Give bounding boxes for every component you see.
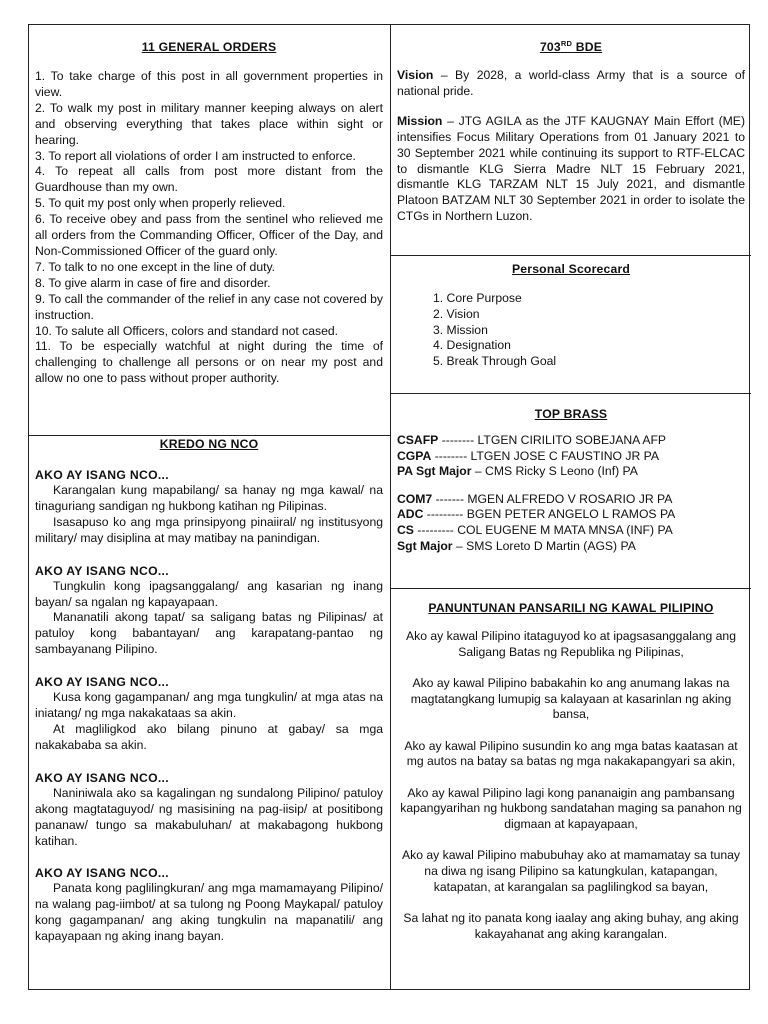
document-page [28,24,750,990]
general-order-item: 1. To take charge of this post in all government properties in view. [35,69,383,99]
top-brass-entry: – CMS Ricky S Leono (Inf) PA [471,464,638,479]
general-order-item: 6. To receive obey and pass from the sentinel who relieved me all orders from the Commanding Officer, Officer of the Day, and Non-Commissioned Officer of the guard only. [35,212,383,258]
panuntunan-paragraph: Ako ay kawal Pilipino susundin ko ang mga batas kaatasan at mg autos na batay sa batas ng mga nakakapangyari sa akin, [404,738,738,769]
general-order-item: 8. To give alarm in case of fire and disorder. [35,275,271,290]
general-order-item: 5. To quit my post only when properly relieved. [35,196,286,211]
top-brass-row [397,523,745,539]
top-brass-row [397,449,745,465]
top-brass-row [397,492,745,508]
panuntunan-paragraph: Ako ay kawal Pilipino lagi kong pananaigin ang pambansang kapangyarihan ng hukbong sandatahan maging sa panahon ng digmaan at kapayapaan, [400,785,742,832]
kredo-paragraph: Karangalan kung mapabilang/ sa hanay ng mga kawal/ na tinaguriang sandigan ng hukbong katihan ng Pilipinas. [35,483,383,513]
general-orders-title: 11 GENERAL ORDERS [141,40,277,54]
top-brass-row [397,464,745,480]
panuntunan-title: PANUNTUNAN PANSARILI NG KAWAL PILIPINO [428,601,714,615]
kredo-heading: AKO AY ISANG NCO... [35,866,169,881]
spacer [35,849,383,865]
scorecard-item: 1. Core Purpose [433,291,522,305]
vision-statement [397,68,745,99]
top-brass-group-1 [397,433,745,480]
brigade-title-number: 703 [539,40,561,55]
kredo-paragraph: At magliligkod ako bilang pinuno at gabay/ sa mga nakakababa sa akin. [35,721,383,752]
mission-text: – JTG AGILA as the JTF KAUGNAY Main Effort (ME) intensifies Focus Military Operations from 01 January 2021 to 30 September 2021 while continuing its support to RTF-ELCAC to dismantle KLG Sierra Madre NLT 15 February 2021, dismantle KLG TARZAM NLT 15 July 2021, and dismantle Platoon BATZAM NLT 30 September 2021 in order to isolate the CTGs in Northern Luzon. [397,114,745,223]
panuntunan-section [391,589,751,991]
top-brass-label: CSAFP [397,433,439,447]
top-brass-entry: -------- LTGEN JOSE C FAUSTINO JR PA [431,448,660,463]
general-order-item: 2. To walk my post in military manner keeping always on alert and observing everything that takes place within sight or hearing. [35,100,383,147]
panuntunan-body [397,629,745,943]
kredo-paragraph: Mananatili akong tapat/ sa saligang batas ng Pilipinas/ at patuloy kong babantayan/ ang karapatang-pantao ng sambayanang Pilipino. [35,610,383,657]
kredo-heading: AKO AY ISANG NCO... [35,675,169,690]
kredo-title: KREDO NG NCO [159,437,259,451]
kredo-paragraph: Panata kong paglilingkuran/ ang mga mamamayang Pilipino/ na walang pag-iimbot/ at sa tulong ng Poong Maykapal/ patuloy kong gagampanan/ ang aking tungkulin na mapanatili/ ang kapayapaan ng aking inang bayan. [35,881,383,944]
brigade-title-unit: BDE [572,40,603,55]
top-brass-title: TOP BRASS [534,407,608,421]
mission-label: Mission [397,114,443,129]
panuntunan-paragraph: Ako ay kawal Pilipino babakahin ko ang anumang lakas na magtatangkang lumupig sa kalayaan at kasarinlan ng aking bansa, [410,676,732,722]
general-order-item: 3. To report all violations of order I am instructed to enforce. [35,148,356,163]
panuntunan-paragraph: Sa lahat ng ito panata kong iaalay ang aking buhay, ang aking kakayahanat ang aking karangalan. [403,911,739,941]
scorecard-item: 4. Designation [433,338,511,353]
spacer [35,547,383,563]
kredo-heading: AKO AY ISANG NCO... [35,468,169,482]
scorecard-section [391,256,751,393]
brigade-title [397,39,745,54]
scorecard-item: 3. Mission [433,322,488,337]
top-brass-row [397,507,745,523]
vision-text: – By 2028, a world-class Army that is a source of national pride. [397,68,745,98]
kredo-heading: AKO AY ISANG NCO... [35,563,169,578]
top-brass-label: COM7 [397,491,433,506]
top-brass-section [391,394,751,588]
scorecard-title: Personal Scorecard [511,262,631,276]
panuntunan-paragraph: Ako ay kawal Pilipino itataguyod ko at ipagsasanggalang ang Saligang Batas ng Republika ng Pilipinas, [406,629,736,659]
general-orders-list [35,69,383,387]
top-brass-row [397,539,745,555]
panuntunan-paragraph: Ako ay kawal Pilipino mabubuhay ako at mamamatay sa tunay na diwa ng isang Pilipino sa katungkulan, katapangan, katapatan, at karangalan sa paglilingkod sa bayan, [401,848,741,894]
top-brass-label: Sgt Major [397,538,453,553]
top-brass-label: PA Sgt Major [397,464,472,479]
scorecard-item: 5. Break Through Goal [433,354,557,369]
top-brass-entry: --------- BGEN PETER ANGELO L RAMOS PA [423,507,676,522]
top-brass-entry: --------- COL EUGENE M MATA MNSA (INF) PA [413,522,673,537]
mission-statement [397,114,745,224]
kredo-section [29,436,390,991]
kredo-paragraph: Isasapuso ko ang mga prinsipyong pinaiiral/ ng institusyong military/ may disiplina at may matibay na panindigan. [35,514,383,545]
scorecard-list [397,291,745,370]
general-order-item: 11. To be especially watchful at night during the time of challenging to challenge all persons or on near my post and allow no one to pass without proper authority. [35,339,383,386]
spacer [35,754,383,770]
kredo-heading: AKO AY ISANG NCO... [35,770,169,785]
top-brass-group-2 [397,492,745,554]
general-order-item: 10. To salute all Officers, colors and standard not cased. [35,323,339,338]
general-order-item: 4. To repeat all calls from post more distant from the Guardhouse than my own. [35,164,383,195]
top-brass-entry: – SMS Loreto D Martin (AGS) PA [452,538,636,553]
top-brass-entry: ------- MGEN ALFREDO V ROSARIO JR PA [432,491,673,506]
general-order-item: 9. To call the commander of the relief in any case not covered by instruction. [35,291,383,322]
general-order-item: 7. To talk to no one except in the line of duty. [35,259,276,274]
scorecard-item: 2. Vision [433,306,480,321]
top-brass-label: ADC [397,507,424,522]
brigade-title-suffix: RD [560,39,573,48]
kredo-paragraph: Kusa kong gagampanan/ ang mga tungkulin/ at mga atas na iniatang/ ng mga nakakataas sa akin. [35,690,383,721]
kredo-paragraph: Naniniwala ako sa kagalingan ng sundalong Pilipino/ patuloy akong magtataguyod/ ng masisining na pag-iisip/ at positibong pananaw/ tungo sa makabuluhan/ at makabagong hukbong katihan. [35,785,383,848]
top-brass-entry: -------- LTGEN CIRILITO SOBEJANA AFP [438,433,667,447]
brigade-section [391,25,751,255]
kredo-body [35,467,383,945]
spacer [35,658,383,674]
general-orders-section [29,25,390,435]
top-brass-label: CGPA [397,448,432,463]
top-brass-row [397,433,745,449]
vision-label: Vision [397,68,434,83]
top-brass-label: CS [397,522,414,537]
kredo-paragraph: Tungkulin kong ipagsanggalang/ ang kasarian ng inang bayan/ sa ngalan ng kapayapaan. [35,578,383,609]
